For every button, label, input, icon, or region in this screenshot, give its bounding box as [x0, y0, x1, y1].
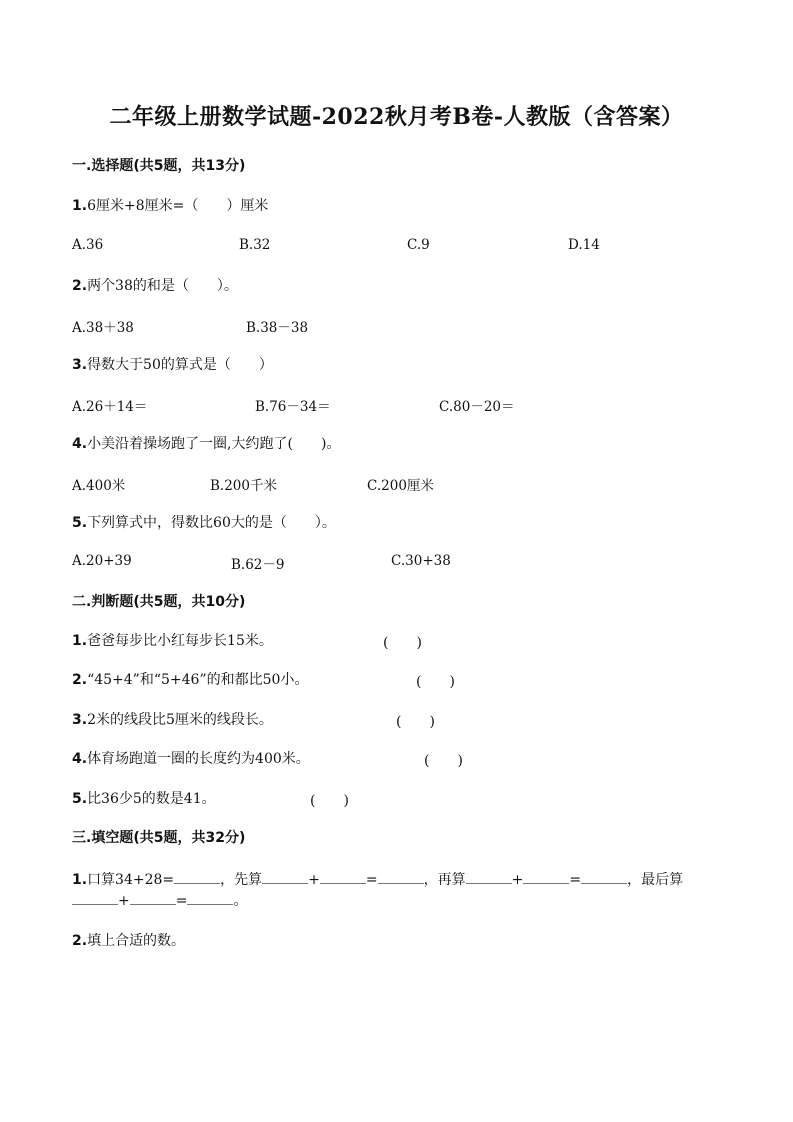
question-2-4: [72, 750, 310, 768]
option-a: A.36: [72, 237, 104, 253]
option-d: D.14: [568, 237, 600, 253]
question-2-3: [72, 711, 273, 729]
question-number: 2.: [72, 933, 88, 949]
plus-sign: +: [511, 872, 524, 888]
question-3-1-continued: [72, 890, 247, 910]
question-text: 爸爸每步比小红每步长15米。: [87, 633, 273, 649]
question-2-5: [72, 790, 216, 808]
option-c: C.200厘米: [367, 478, 434, 494]
answer-blank[interactable]: [187, 890, 233, 905]
section-heading-judgment: 二.判断题(共5题，共10分): [72, 594, 246, 610]
option-a: A.400米: [72, 478, 126, 494]
answer-blank[interactable]: [130, 890, 176, 905]
section-heading-choice: 一.选择题(共5题，共13分): [72, 158, 246, 174]
answer-blank[interactable]: [262, 869, 308, 884]
question-number: 4.: [72, 751, 88, 767]
option-b: B.76－34＝: [255, 399, 331, 415]
question-number: 3.: [72, 712, 88, 728]
answer-parentheses[interactable]: ( ): [424, 753, 463, 769]
question-text: 填上合适的数。: [87, 933, 186, 949]
plus-sign: +: [308, 872, 320, 888]
answer-parentheses[interactable]: ( ): [310, 793, 349, 809]
option-a: A.26＋14＝: [72, 399, 148, 415]
question-text: 两个38的和是（ ）。: [87, 278, 238, 294]
answer-parentheses[interactable]: ( ): [383, 635, 422, 651]
answer-parentheses[interactable]: ( ): [416, 674, 455, 690]
option-c: C.9: [407, 237, 430, 253]
question-2-1: [72, 632, 273, 650]
question-text: 小美沿着操场跑了一圈,大约跑了( )。: [87, 436, 341, 452]
option-a: A.38＋38: [72, 320, 134, 336]
option-a: A.20+39: [72, 553, 132, 569]
answer-parentheses[interactable]: ( ): [396, 714, 435, 730]
question-text: 下列算式中，得数比60大的是（ ）。: [87, 515, 336, 531]
question-text: 体育场跑道一圈的长度约为400米。: [87, 751, 310, 767]
option-b: B.62－9: [231, 557, 285, 573]
answer-blank[interactable]: [523, 869, 569, 884]
option-b: B.200千米: [210, 478, 277, 494]
option-b: B.32: [239, 237, 271, 253]
answer-blank[interactable]: [378, 869, 424, 884]
question-text: 。: [233, 893, 248, 909]
answer-blank[interactable]: [581, 869, 627, 884]
answer-blank[interactable]: [72, 890, 118, 905]
question-text: 口算34+28=: [87, 872, 175, 888]
option-c: C.80－20＝: [439, 399, 515, 415]
section-heading-fill-in: 三.填空题(共5题，共32分): [72, 830, 246, 846]
question-number: 1.: [72, 198, 88, 214]
equals-sign: =: [175, 893, 188, 909]
question-text: ，再算: [423, 872, 466, 888]
plus-sign: +: [118, 893, 130, 909]
question-text: 比36少5的数是41。: [87, 791, 216, 807]
question-number: 2.: [72, 278, 88, 294]
equals-sign: =: [365, 872, 378, 888]
question-text: “45+4”和“5+46”的和都比50小。: [87, 672, 309, 688]
question-text: 6厘米+8厘米=（ ）厘米: [87, 198, 269, 214]
answer-blank[interactable]: [466, 869, 512, 884]
question-number: 2.: [72, 672, 88, 688]
question-number: 5.: [72, 791, 88, 807]
question-1-3: [72, 356, 273, 374]
question-1-4: [72, 435, 340, 453]
question-1-5: [72, 514, 336, 532]
option-b: B.38－38: [246, 320, 309, 336]
question-1-2: [72, 277, 238, 295]
document-title: 二年级上册数学试题-2022秋月考B卷-人教版（含答案）: [109, 104, 684, 130]
answer-blank[interactable]: [320, 869, 366, 884]
question-3-2: [72, 932, 185, 950]
question-number: 1.: [72, 633, 88, 649]
question-number: 1.: [72, 872, 88, 888]
question-number: 3.: [72, 357, 88, 373]
answer-blank[interactable]: [174, 869, 220, 884]
question-text: ，最后算: [627, 872, 684, 888]
question-number: 5.: [72, 515, 88, 531]
question-text: 得数大于50的算式是（ ）: [87, 357, 273, 373]
question-3-1: [72, 869, 683, 889]
question-1-1: [72, 197, 268, 215]
question-2-2: [72, 671, 308, 689]
question-text: 2米的线段比5厘米的线段长。: [87, 712, 273, 728]
question-text: ，先算: [220, 872, 263, 888]
question-number: 4.: [72, 436, 88, 452]
equals-sign: =: [569, 872, 582, 888]
option-c: C.30+38: [391, 553, 451, 569]
